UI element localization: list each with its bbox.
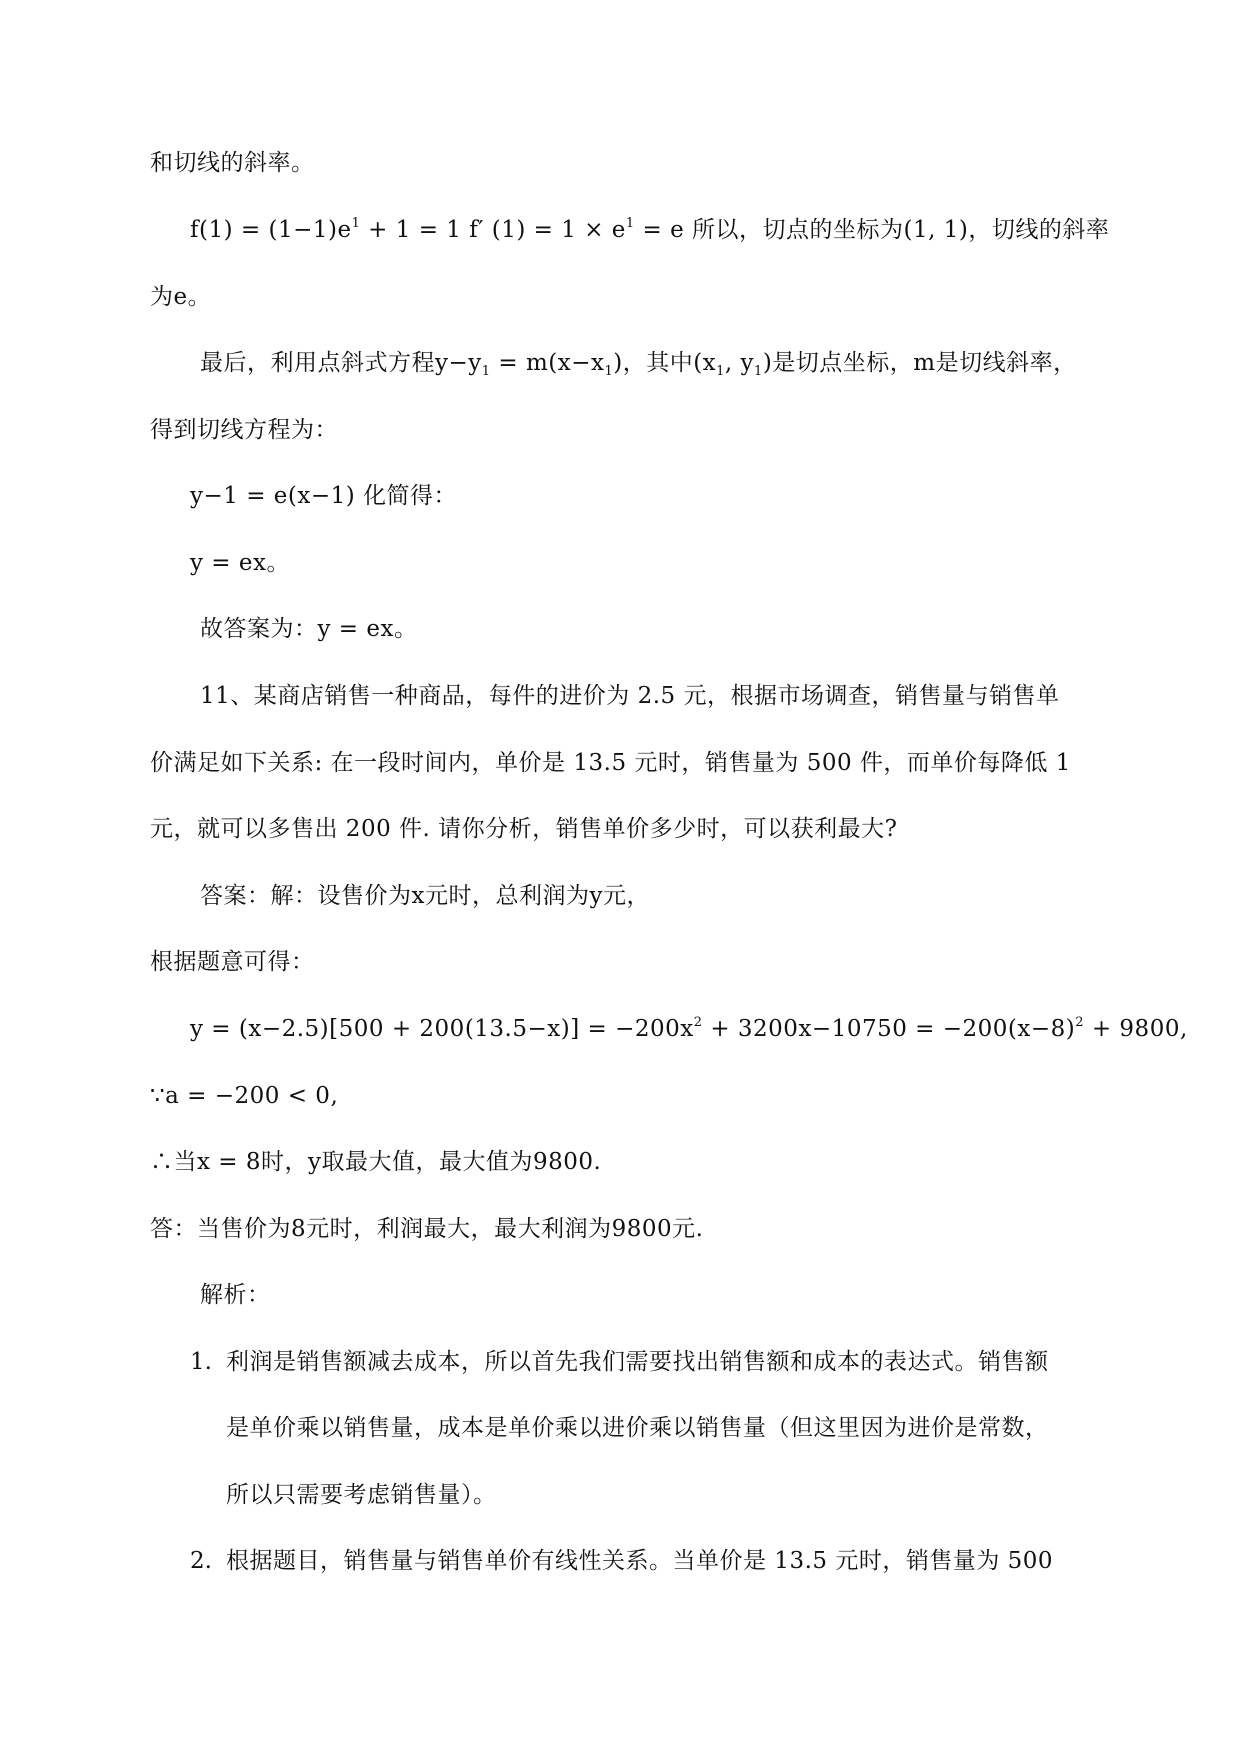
text-line-tangent-point (190, 216, 1110, 243)
text: 元，就可以多售出 200 件. 请你分析，销售单价多少时，可以获利最大? (150, 816, 898, 842)
formula: y−1 = e(x−1) 化简得： (190, 483, 458, 509)
list-number: 1. (190, 1349, 212, 1375)
question-11-line-1 (200, 685, 1059, 708)
list-item-text: 利润是销售额减去成本，所以首先我们需要找出销售额和成本的表达式。销售额 (226, 1349, 1049, 1375)
formula-tangent-line (190, 485, 457, 508)
text: 故答案为：y = ex。 (200, 616, 418, 642)
text: 答：当售价为8元时，利润最大，最大利润为9800元. (150, 1216, 704, 1242)
superscript: 2 (1075, 1015, 1085, 1030)
formula: y = ex。 (190, 550, 290, 576)
formula-part: + 9800, (1084, 1016, 1188, 1042)
formula-part: = e 所以，切点的坐标为(1, 1)，切线的斜率 (634, 217, 1110, 243)
subscript: 1 (754, 364, 763, 379)
text: 解析： (200, 1282, 271, 1308)
formula: ∵a = −200 < 0, (150, 1083, 339, 1109)
question-11-line-2 (150, 752, 1071, 775)
formula-part: + 3200x−10750 = −200(x−8) (702, 1016, 1076, 1042)
answer-intro (150, 951, 315, 974)
formula-part: + 1 = 1 f′ (1) = 1 × e (360, 217, 626, 243)
superscript: 1 (351, 216, 361, 231)
text-line-point-slope (200, 350, 1077, 379)
subscript: 1 (716, 364, 725, 379)
text: ∴当x = 8时，y取最大值，最大值为9800. (150, 1149, 602, 1175)
text-part: )，其中(x (613, 350, 717, 376)
text: 根据题意可得： (150, 949, 315, 975)
list-item-text: 根据题目，销售量与销售单价有线性关系。当单价是 13.5 元时，销售量为 500 (226, 1548, 1054, 1574)
formula-simplified (190, 552, 290, 575)
text: 价满足如下关系: 在一段时间内，单价是 13.5 元时，销售量为 500 件，而单价每降低 1 (150, 750, 1071, 776)
formula-part: y = (x−2.5)[500 + 200(13.5−x)] = −200x (190, 1016, 694, 1042)
formula-maximum (150, 1151, 601, 1174)
subscript: 1 (604, 364, 614, 379)
superscript: 1 (625, 216, 635, 231)
text: 和切线的斜率。 (150, 150, 315, 176)
answer-setup (200, 885, 650, 908)
text: 答案：解：设售价为x元时，总利润为y元， (200, 883, 650, 909)
text: 为e。 (150, 284, 212, 310)
formula-part: f(1) = (1−1)e (190, 217, 352, 243)
text-part: )是切点坐标，m是切线斜率， (762, 350, 1077, 376)
text-line-slope-value (150, 286, 211, 309)
text-part: , y (724, 350, 755, 376)
text-part: = m(x−x (490, 350, 605, 376)
text-line-slope (150, 152, 315, 175)
text-part: 最后，利用点斜式方程y−y (200, 350, 482, 376)
text: 得到切线方程为： (150, 417, 338, 443)
question-11-line-3 (150, 818, 897, 841)
text-line-answer (200, 618, 417, 641)
analysis-heading (200, 1284, 271, 1307)
list-number: 2. (190, 1548, 212, 1574)
subscript: 1 (481, 364, 491, 379)
superscript: 2 (693, 1015, 703, 1030)
text-line-equation-intro (150, 419, 338, 442)
final-answer (150, 1218, 703, 1241)
list-item-text: 是单价乘以销售量，成本是单价乘以进价乘以销售量（但这里因为进价是常数， (226, 1415, 1049, 1441)
formula-coefficient (150, 1085, 338, 1108)
text: 11、某商店销售一种商品，每件的进价为 2.5 元，根据市场调查，销售量与销售单 (200, 683, 1060, 709)
formula-profit (190, 1015, 1188, 1042)
list-item-text: 所以只需要考虑销售量）。 (226, 1482, 497, 1508)
